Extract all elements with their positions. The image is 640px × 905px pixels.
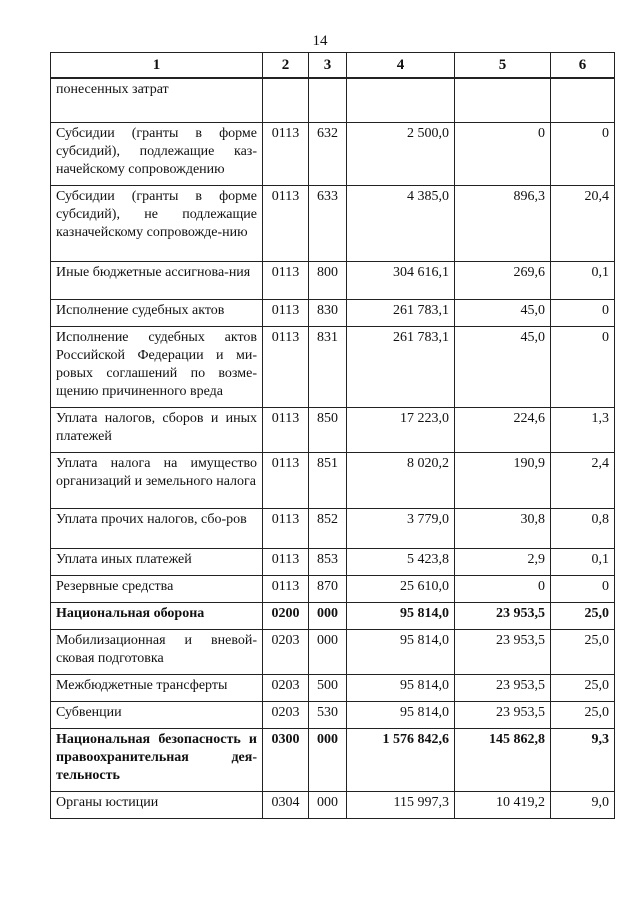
table-row (51, 452, 615, 508)
row-expense-type-code: 632 (309, 122, 347, 185)
row-expense-type-code: 851 (309, 452, 347, 508)
row-section-code: 0113 (263, 548, 309, 575)
row-name-cell: Уплата прочих налогов, сбо-ров (51, 508, 263, 548)
row-executed-amount: 10 419,2 (455, 791, 551, 818)
table-row (51, 78, 615, 122)
row-execution-percent: 25,0 (551, 602, 615, 629)
row-section-code (263, 78, 309, 122)
table-row (51, 575, 615, 602)
row-expense-type-code: 000 (309, 602, 347, 629)
table-row (51, 261, 615, 299)
row-section-code: 0304 (263, 791, 309, 818)
row-executed-amount: 190,9 (455, 452, 551, 508)
row-section-code: 0113 (263, 407, 309, 452)
table-row (51, 407, 615, 452)
table-row (51, 728, 615, 791)
table-row (51, 326, 615, 407)
row-name-cell: Исполнение судебных актов (51, 299, 263, 326)
row-name-cell: Субвенции (51, 701, 263, 728)
row-name-cell: Уплата налога на имущество организаций и земельного налога (51, 452, 263, 508)
row-planned-amount: 17 223,0 (347, 407, 455, 452)
row-executed-amount: 0 (455, 122, 551, 185)
row-name-cell: Национальная оборона (51, 602, 263, 629)
row-executed-amount: 45,0 (455, 299, 551, 326)
row-planned-amount: 5 423,8 (347, 548, 455, 575)
table-row (51, 602, 615, 629)
row-executed-amount: 896,3 (455, 185, 551, 261)
row-name-cell: Исполнение судебных актов Российской Федерации и ми-ровых соглашений по возме-щению причиненного вреда (51, 326, 263, 407)
table-row (51, 185, 615, 261)
row-planned-amount: 261 783,1 (347, 299, 455, 326)
row-execution-percent: 20,4 (551, 185, 615, 261)
row-name-cell: Мобилизационная и вневой-сковая подготовка (51, 629, 263, 674)
header-col-6: 6 (551, 53, 615, 79)
row-execution-percent (551, 78, 615, 122)
header-col-1: 1 (51, 53, 263, 79)
row-section-code: 0203 (263, 701, 309, 728)
header-col-5: 5 (455, 53, 551, 79)
row-expense-type-code: 000 (309, 791, 347, 818)
row-execution-percent: 2,4 (551, 452, 615, 508)
row-section-code: 0113 (263, 261, 309, 299)
row-section-code: 0113 (263, 326, 309, 407)
row-name-cell: Межбюджетные трансферты (51, 674, 263, 701)
row-execution-percent: 25,0 (551, 674, 615, 701)
row-expense-type-code: 530 (309, 701, 347, 728)
row-execution-percent: 0 (551, 299, 615, 326)
row-executed-amount: 145 862,8 (455, 728, 551, 791)
row-expense-type-code: 850 (309, 407, 347, 452)
row-section-code: 0113 (263, 122, 309, 185)
row-planned-amount: 261 783,1 (347, 326, 455, 407)
row-expense-type-code: 000 (309, 629, 347, 674)
row-section-code: 0113 (263, 508, 309, 548)
table-row (51, 299, 615, 326)
row-executed-amount: 45,0 (455, 326, 551, 407)
row-planned-amount: 25 610,0 (347, 575, 455, 602)
row-execution-percent: 9,3 (551, 728, 615, 791)
row-expense-type-code: 853 (309, 548, 347, 575)
row-planned-amount: 2 500,0 (347, 122, 455, 185)
header-col-2: 2 (263, 53, 309, 79)
header-col-4: 4 (347, 53, 455, 79)
row-planned-amount: 95 814,0 (347, 701, 455, 728)
row-section-code: 0203 (263, 674, 309, 701)
row-name-cell: Уплата иных платежей (51, 548, 263, 575)
table-row (51, 674, 615, 701)
row-name-cell: Национальная безопасность и правоохранительная дея-тельность (51, 728, 263, 791)
row-section-code: 0113 (263, 452, 309, 508)
row-planned-amount: 8 020,2 (347, 452, 455, 508)
table-row (51, 122, 615, 185)
row-execution-percent: 0,1 (551, 548, 615, 575)
page-number: 14 (312, 33, 328, 49)
row-planned-amount: 95 814,0 (347, 629, 455, 674)
row-executed-amount: 269,6 (455, 261, 551, 299)
row-section-code: 0113 (263, 299, 309, 326)
row-executed-amount: 23 953,5 (455, 701, 551, 728)
row-expense-type-code: 500 (309, 674, 347, 701)
row-planned-amount (347, 78, 455, 122)
row-name-cell: Субсидии (гранты в форме субсидий), подлежащие каз-начейскому сопровождению (51, 122, 263, 185)
row-planned-amount: 115 997,3 (347, 791, 455, 818)
row-execution-percent: 25,0 (551, 629, 615, 674)
row-name-cell: понесенных затрат (51, 78, 263, 122)
row-section-code: 0113 (263, 185, 309, 261)
row-section-code: 0203 (263, 629, 309, 674)
table-row (51, 629, 615, 674)
header-col-3: 3 (309, 53, 347, 79)
row-executed-amount: 23 953,5 (455, 674, 551, 701)
row-executed-amount: 224,6 (455, 407, 551, 452)
row-name-cell: Субсидии (гранты в форме субсидий), не подлежащие казначейскому сопровожде-нию (51, 185, 263, 261)
row-execution-percent: 25,0 (551, 701, 615, 728)
table-row (51, 548, 615, 575)
row-execution-percent: 0 (551, 122, 615, 185)
row-expense-type-code: 870 (309, 575, 347, 602)
row-expense-type-code: 852 (309, 508, 347, 548)
budget-table (50, 52, 615, 819)
row-planned-amount: 304 616,1 (347, 261, 455, 299)
row-execution-percent: 0 (551, 575, 615, 602)
row-executed-amount: 2,9 (455, 548, 551, 575)
row-executed-amount: 23 953,5 (455, 629, 551, 674)
table-header-row (51, 53, 615, 79)
row-expense-type-code (309, 78, 347, 122)
row-planned-amount: 4 385,0 (347, 185, 455, 261)
row-planned-amount: 95 814,0 (347, 674, 455, 701)
row-executed-amount: 23 953,5 (455, 602, 551, 629)
row-execution-percent: 0,1 (551, 261, 615, 299)
row-section-code: 0200 (263, 602, 309, 629)
table-row (51, 508, 615, 548)
row-planned-amount: 95 814,0 (347, 602, 455, 629)
table-row (51, 701, 615, 728)
table-row (51, 791, 615, 818)
row-section-code: 0113 (263, 575, 309, 602)
row-executed-amount (455, 78, 551, 122)
row-name-cell: Резервные средства (51, 575, 263, 602)
row-execution-percent: 0 (551, 326, 615, 407)
row-planned-amount: 3 779,0 (347, 508, 455, 548)
row-section-code: 0300 (263, 728, 309, 791)
row-expense-type-code: 633 (309, 185, 347, 261)
row-executed-amount: 30,8 (455, 508, 551, 548)
row-name-cell: Органы юстиции (51, 791, 263, 818)
row-execution-percent: 1,3 (551, 407, 615, 452)
row-expense-type-code: 831 (309, 326, 347, 407)
row-executed-amount: 0 (455, 575, 551, 602)
row-execution-percent: 9,0 (551, 791, 615, 818)
row-name-cell: Иные бюджетные ассигнова-ния (51, 261, 263, 299)
row-execution-percent: 0,8 (551, 508, 615, 548)
row-expense-type-code: 800 (309, 261, 347, 299)
row-expense-type-code: 000 (309, 728, 347, 791)
row-name-cell: Уплата налогов, сборов и иных платежей (51, 407, 263, 452)
row-planned-amount: 1 576 842,6 (347, 728, 455, 791)
row-expense-type-code: 830 (309, 299, 347, 326)
